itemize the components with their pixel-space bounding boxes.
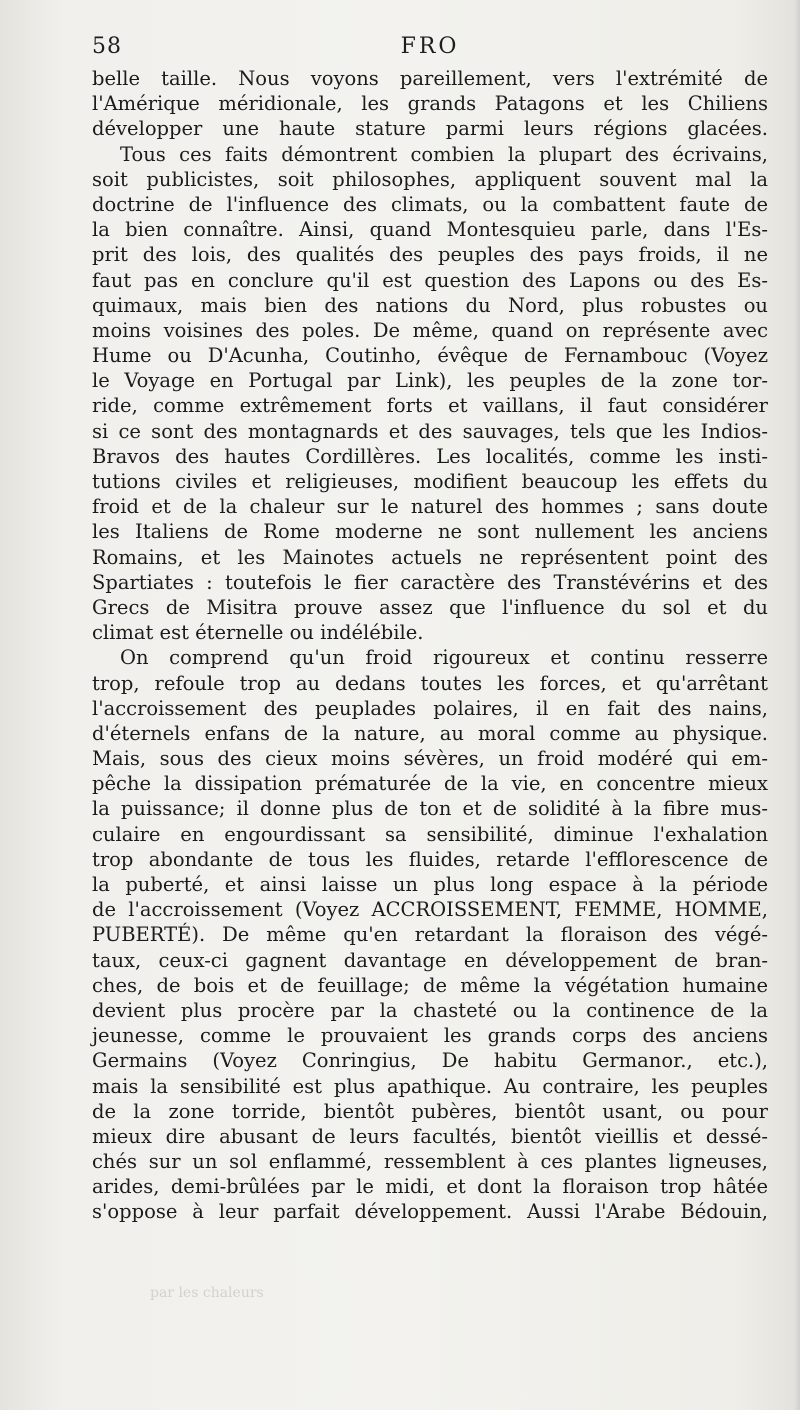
text-line: Germains (Voyez Conringius, De habitu Germanor., etc.), bbox=[92, 1049, 768, 1073]
text-line: Tous ces faits démontrent combien la plupart des écrivains, bbox=[120, 142, 768, 166]
running-title: FRO bbox=[400, 34, 460, 59]
text-line: de la zone torride, bientôt pubères, bientôt usant, ou pour bbox=[92, 1099, 768, 1123]
text-line: ches, de bois et de feuillage; de même la végétation humaine bbox=[92, 973, 768, 997]
text-line: chés sur un sol enflammé, ressemblent à ces plantes ligneuses, bbox=[92, 1150, 768, 1174]
text-line: la bien connaître. Ainsi, quand Montesquieu parle, dans l'Es- bbox=[92, 218, 768, 242]
text-line: tutions civiles et religieuses, modifient beaucoup les effets du bbox=[92, 470, 768, 493]
text-line: le Voyage en Portugal par Link), les peuples de la zone tor- bbox=[92, 369, 768, 393]
text-line: pêche la dissipation prématurée de la vie, en concentre mieux bbox=[92, 772, 768, 796]
text-line: de l'accroissement (Voyez ACCROISSEMENT, FEMME, HOMME, bbox=[92, 898, 768, 922]
text-line: moins voisines des poles. De même, quand on représente avec bbox=[92, 318, 768, 342]
text-line: quimaux, mais bien des nations du Nord, plus robustes ou bbox=[92, 293, 768, 317]
text-line: Grecs de Misitra prouve assez que l'influence du sol et du bbox=[92, 595, 768, 619]
text-line: belle taille. Nous voyons pareillement, vers l'extrémité de bbox=[92, 67, 768, 90]
text-line: l'Amérique méridionale, les grands Patagons et les Chiliens bbox=[92, 92, 768, 116]
text-line: trop abondante de tous les fluides, retarde l'efflorescence de bbox=[92, 847, 768, 871]
page-edge-shadow bbox=[794, 0, 800, 1410]
text-line: Bravos des hautes Cordillères. Les localités, comme les insti- bbox=[92, 444, 768, 468]
text-line: si ce sont des montagnards et des sauvages, tels que les Indios- bbox=[92, 419, 768, 443]
text-line: climat est éternelle ou indélébile. bbox=[92, 621, 424, 645]
text-line: développer une haute stature parmi leurs régions glacées. bbox=[92, 117, 768, 141]
text-line: la puberté, et ainsi laisse un plus long espace à la période bbox=[92, 873, 768, 896]
text-line: Spartiates : toutefois le fier caractère des Transtévérins et des bbox=[92, 570, 768, 594]
text-line: s'oppose à leur parfait développement. Aussi l'Arabe Bédouin, bbox=[92, 1200, 768, 1224]
text-line: arides, demi-brûlées par le midi, et dont la floraison trop hâtée bbox=[92, 1175, 768, 1199]
page-number: 58 bbox=[92, 34, 122, 59]
text-line: d'éternels enfans de la nature, au moral comme au physique. bbox=[92, 721, 768, 745]
text-line: jeunesse, comme le prouvaient les grands corps des anciens bbox=[92, 1024, 768, 1048]
text-line: culaire en engourdissant sa sensibilité, diminue l'exhalation bbox=[92, 822, 768, 846]
text-line: mais la sensibilité est plus apathique. Au contraire, les peuples bbox=[92, 1074, 768, 1098]
text-line: taux, ceux-ci gagnent davantage en développement de bran- bbox=[92, 948, 768, 972]
text-line: soit publicistes, soit philosophes, appliquent souvent mal la bbox=[92, 167, 768, 191]
text-line: faut pas en conclure qu'il est question des Lapons ou des Es- bbox=[92, 268, 768, 292]
text-line: Mais, sous des cieux moins sévères, un froid modéré qui em- bbox=[92, 747, 768, 771]
text-line: On comprend qu'un froid rigoureux et continu resserre bbox=[120, 646, 768, 670]
text-line: Hume ou D'Acunha, Coutinho, évêque de Fernambouc (Voyez bbox=[92, 344, 768, 368]
text-line: les Italiens de Rome moderne ne sont nullement les anciens bbox=[92, 520, 768, 544]
bleed-through-text: par les chaleurs bbox=[150, 1285, 264, 1301]
text-line: PUBERTÉ). De même qu'en retardant la floraison des végé- bbox=[92, 923, 768, 947]
text-line: trop, refoule trop au dedans toutes les forces, et qu'arrêtant bbox=[92, 671, 768, 695]
running-head bbox=[92, 34, 768, 64]
text-line: ride, comme extrêmement forts et vaillans, il faut considérer bbox=[92, 394, 768, 418]
text-line: devient plus procère par la chasteté ou la continence de la bbox=[92, 998, 768, 1022]
text-line: froid et de la chaleur sur le naturel des hommes ; sans doute bbox=[92, 495, 768, 519]
text-line: mieux dire abusant de leurs facultés, bientôt vieillis et dessé- bbox=[92, 1124, 768, 1148]
text-line: la puissance; il donne plus de ton et de solidité à la fibre mus- bbox=[92, 797, 768, 821]
text-line: doctrine de l'influence des climats, ou la combattent faute de bbox=[92, 192, 768, 216]
text-line: Romains, et les Mainotes actuels ne représentent point des bbox=[92, 545, 768, 569]
text-line: prit des lois, des qualités des peuples des pays froids, il ne bbox=[92, 243, 768, 267]
text-line: l'accroissement des peuplades polaires, il en fait des nains, bbox=[92, 696, 768, 720]
body-text bbox=[92, 66, 768, 1225]
